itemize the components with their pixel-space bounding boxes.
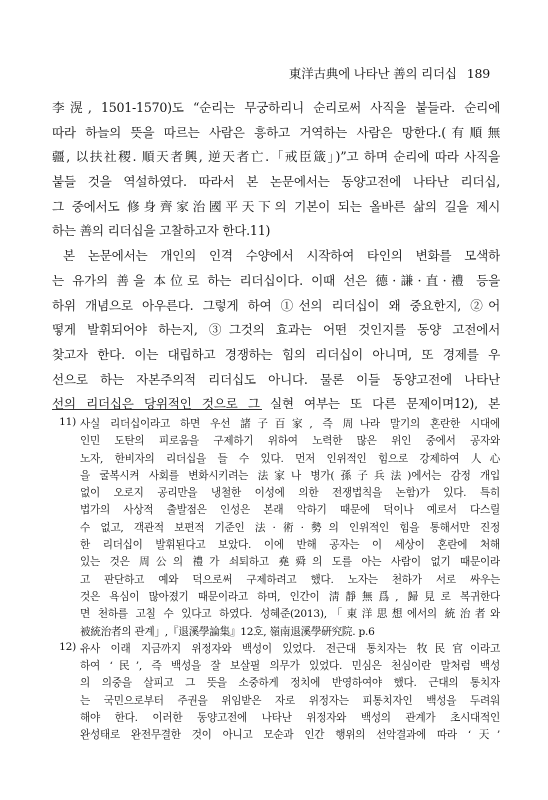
footnote-line: 하여 ‘民’, 즉 백성을 잘 보살필 의무가 있었다. 민심은 천심이란 말처럼 백성 <box>80 660 500 673</box>
body-line: 선으로 하는 자본주의적 리더십도 아니다. 물론 이들 동양고전에 나타난 <box>52 371 500 387</box>
running-header <box>289 64 490 82</box>
footnote-line: 없이 오로지 공리만을 냉철한 이성에 의한 전쟁법칙을 논함)가 있다. 특히 <box>80 487 500 500</box>
footnote-line: 있는 것은 周公의 禮가 쇠퇴하고 堯舜의 도를 아는 사람이 없기 때문이라 <box>80 556 500 569</box>
paragraph-start-line: 본 논문에서는 개인의 인격 수양에서 시작하여 타인의 변화를 모색하 <box>63 248 500 264</box>
footnote-line: 완성태로 완전무결한 것이 아니고 모순과 인간 행위의 선악결과에 따라 ‘天’ <box>80 729 500 742</box>
body-line: 따라 하늘의 뜻을 따르는 사람은 흥하고 거역하는 사람은 망한다.(有順無 <box>52 124 500 140</box>
footnotes <box>52 416 500 745</box>
footnote-line: 한 리더십이 발휘된다고 보았다. 이에 반해 공자는 이 세상이 혼란에 처해 <box>80 539 500 552</box>
body-line: 붙들 것을 역설하였다. 따라서 본 논문에서는 동양고전에 나타난 리더십, <box>52 174 500 190</box>
footnote-11 <box>52 416 500 641</box>
footnote-line: 해야 한다. 이러한 동양고전에 나타난 위정자와 백성의 관계가 초시대적인 <box>80 712 500 725</box>
body-line: 李滉, 1501-1570)도 “순리는 무궁하리니 순리로써 사직을 붙들라. 순리에 <box>52 100 500 115</box>
footnote-line: 법가의 사상적 출발점은 인성은 본래 악하기 때문에 덕이나 예로서 다스릴 <box>80 504 500 517</box>
footnote-number: 11) <box>59 416 76 428</box>
body-line: 하는 善의 리더십을 고찰하고자 한다.11) <box>52 223 271 239</box>
footnote-line: 면 천하를 고칠 수 있다고 하였다. 성혜준(2013),「東洋思想에서의 統治者와 <box>80 608 500 621</box>
footnote-line: 을 굴복시켜 사회를 변화시키려는 法家나 병가(孫子兵法)에서는 감정 개입 <box>80 469 500 482</box>
running-title: 東洋古典에 나타난 善의 리더십 <box>288 66 457 81</box>
page-number: 189 <box>466 66 490 81</box>
footnote-line: 것은 욕심이 많아졌기 때문이라고 하며, 인간이 淸靜無爲, 歸見로 복귀한다 <box>80 590 500 603</box>
body-line: 떻게 발휘되어야 하는지, ③그것의 효과는 어떤 것인지를 동양 고전에서 <box>52 322 500 338</box>
body-line: 하위 개념으로 아우른다. 그렇게 하여 ①선의 리더십이 왜 중요한지, ②어 <box>52 297 500 313</box>
body-line: 는 유가의 善을 本位로 하는 리더십이다. 이때 선은 德·謙·直·禮 등을 <box>52 272 500 288</box>
footnote-line: 인민 도탄의 피로움을 구제하기 위하여 노력한 많은 위인 중에서 공자와 <box>80 435 500 448</box>
body-line: 그 중에서도 修身齊家治國平天下의 기본이 되는 올바른 삶의 길을 제시 <box>52 198 500 214</box>
footnote-line: 고 판단하고 예와 덕으로써 구제하려고 했다. 노자는 천하가 서로 싸우는 <box>80 573 500 586</box>
body-line: 疆, 以扶社稷. 順天者興, 逆天者亡.「戒臣箴」)”고 하며 순리에 따라 사직을 <box>52 149 500 165</box>
footnote-12 <box>52 641 500 745</box>
footnote-line: 의 의중을 살피고 그 뜻을 소중하게 정치에 반영하여야 했다. 근대의 통치자 <box>80 677 500 690</box>
body-line: 찾고자 한다. 이는 대립하고 경쟁하는 힘의 리더십이 아니며, 또 경제를 우 <box>52 346 500 362</box>
footnote-line: 유사 이래 지금까지 위정자와 백성이 있었다. 전근대 통치자는 牧民官이라고 <box>80 642 500 655</box>
footnote-separator <box>52 409 262 410</box>
footnote-line: 被統治者의 관계」,『退溪學論集』12호, 嶺南退溪學硏究院. p.6 <box>80 625 375 638</box>
footnote-line: 사실 리더십이라고 하면 우선 諸子百家, 즉 周나라 말기의 혼란한 시대에 <box>80 418 500 430</box>
footnote-number: 12) <box>59 640 76 653</box>
footnote-line: 수 없고, 객관적 보편적 기준인 法·術·勢의 인위적인 힘을 통해서만 진정 <box>80 521 500 534</box>
main-body-text <box>52 96 500 417</box>
footnote-line: 는 국민으로부터 주권을 위임받은 자로 위정자는 피통치자인 백성을 두려워 <box>80 694 500 707</box>
body-line: 선의 리더십은 당위적인 것으로 그 실현 여부는 또 다른 문제이며12), 본 <box>52 396 500 412</box>
footnote-line: 노자, 한비자의 리더십을 들 수 있다. 먼저 인위적인 힘으로 강제하여 人心 <box>80 452 500 465</box>
